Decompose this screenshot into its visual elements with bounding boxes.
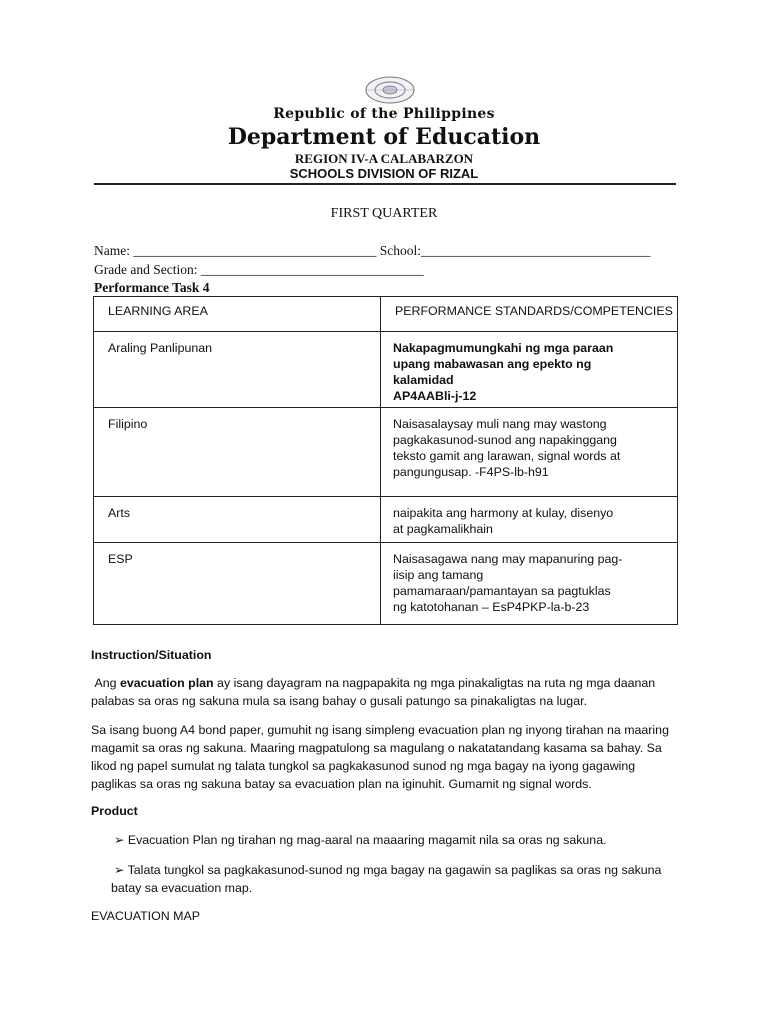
product-heading: Product bbox=[91, 804, 138, 818]
deped-seal-icon bbox=[360, 74, 420, 106]
standard-cell bbox=[381, 332, 678, 408]
standard-line: Nakapagmumungkahi ng mga paraan bbox=[393, 341, 614, 355]
product-item-1: ➢ Evacuation Plan ng tirahan ng mag-aaral na maaaring magamit nila sa oras ng sakuna. bbox=[114, 833, 607, 847]
header-department: Department of Education bbox=[227, 124, 541, 150]
product-item-2-line-2: batay sa evacuation map. bbox=[111, 881, 253, 895]
table-row bbox=[94, 543, 678, 625]
standard-line: Naisasalaysay muli nang may wastong bbox=[393, 417, 607, 431]
instruction-paragraph-2-line: magamit sa oras ng sakuna. Maaring magpatulong sa magulang o nakatatandang kasama sa bahay. Sa bbox=[91, 741, 662, 755]
evacuation-map-heading: EVACUATION MAP bbox=[91, 909, 201, 923]
table-row bbox=[94, 408, 678, 497]
standard-line: pamamaraan/pamantayan sa pagtuklas bbox=[393, 584, 611, 598]
product-item-2-line-1: ➢ Talata tungkol sa pagkakasunod-sunod ng mga bagay na gagawin sa paglikas sa oras ng sakuna bbox=[114, 863, 662, 877]
learning-area-cell: Araling Panlipunan bbox=[94, 332, 381, 408]
standard-cell bbox=[381, 497, 678, 543]
task-title: Performance Task 4 bbox=[94, 280, 210, 295]
instruction-paragraph-2-line: paglikas sa oras ng sakuna batay sa evacuation plan na iginuhit. Gumamit ng signal words. bbox=[91, 777, 592, 791]
competency-table bbox=[93, 296, 678, 625]
standard-cell bbox=[381, 543, 678, 625]
learning-area-cell: ESP bbox=[94, 543, 381, 625]
column-header-learning-area: LEARNING AREA bbox=[94, 297, 381, 332]
para1-bold-term: evacuation plan bbox=[119, 676, 214, 690]
column-header-standards: PERFORMANCE STANDARDS/COMPETENCIES bbox=[381, 297, 678, 332]
instruction-paragraph-2-line: Sa isang buong A4 bond paper, gumuhit ng isang simpleng evacuation plan ng inyong tirahan na maaring bbox=[91, 723, 669, 737]
table-row bbox=[94, 332, 678, 408]
header-region: REGION IV-A CALABARZON bbox=[294, 151, 474, 166]
standard-line: teksto gamit ang larawan, signal words at bbox=[393, 449, 621, 463]
para1-prefix: Ang bbox=[94, 676, 120, 690]
standard-line: pagkakasunod-sunod ang napakinggang bbox=[393, 433, 617, 447]
standard-line: upang mabawasan ang epekto ng bbox=[393, 357, 592, 371]
instruction-paragraph-2-line: likod ng papel sumulat ng talata tungkol sa pagkakasunod sunod ng mga bagay na iyong gagawing bbox=[91, 759, 636, 773]
table-header-row bbox=[94, 297, 678, 332]
standard-line: iisip ang tamang bbox=[393, 568, 484, 582]
standard-line: Naisasagawa nang may mapanuring pag- bbox=[393, 552, 623, 566]
learning-area-cell: Arts bbox=[94, 497, 381, 543]
standard-line: at pagkamalikhain bbox=[393, 522, 493, 536]
learning-area-cell: Filipino bbox=[94, 408, 381, 497]
standard-line: kalamidad bbox=[393, 373, 454, 387]
grade-section-field[interactable]: Grade and Section: _________________________________ bbox=[94, 262, 424, 277]
instruction-paragraph-1-line-1 bbox=[91, 674, 655, 693]
para1-rest: ay isang dayagram na nagpapakita ng mga pinakaligtas na ruta ng mga daanan bbox=[213, 676, 656, 690]
standard-line: naipakita ang harmony at kulay, disenyo bbox=[393, 506, 614, 520]
page-title: FIRST QUARTER bbox=[330, 206, 438, 221]
instruction-heading: Instruction/Situation bbox=[91, 648, 212, 662]
header-divider bbox=[94, 183, 676, 185]
table-row bbox=[94, 497, 678, 543]
instruction-paragraph-1-line-2: palabas sa oras ng sakuna mula sa isang bahay o gusali patungo sa pinakaligtas na lugar. bbox=[91, 694, 587, 708]
standard-line: AP4AABli-j-12 bbox=[393, 389, 477, 403]
standard-line: ng katotohanan – EsP4PKP-la-b-23 bbox=[393, 600, 590, 614]
header-republic: Republic of the Philippines bbox=[273, 106, 495, 122]
standard-line: pangungusap. -F4PS-lb-h91 bbox=[393, 465, 549, 479]
header-division: SCHOOLS DIVISION OF RIZAL bbox=[289, 166, 479, 181]
name-school-field[interactable]: Name: ____________________________________ School:__________________________________ bbox=[94, 243, 651, 258]
standard-cell bbox=[381, 408, 678, 497]
